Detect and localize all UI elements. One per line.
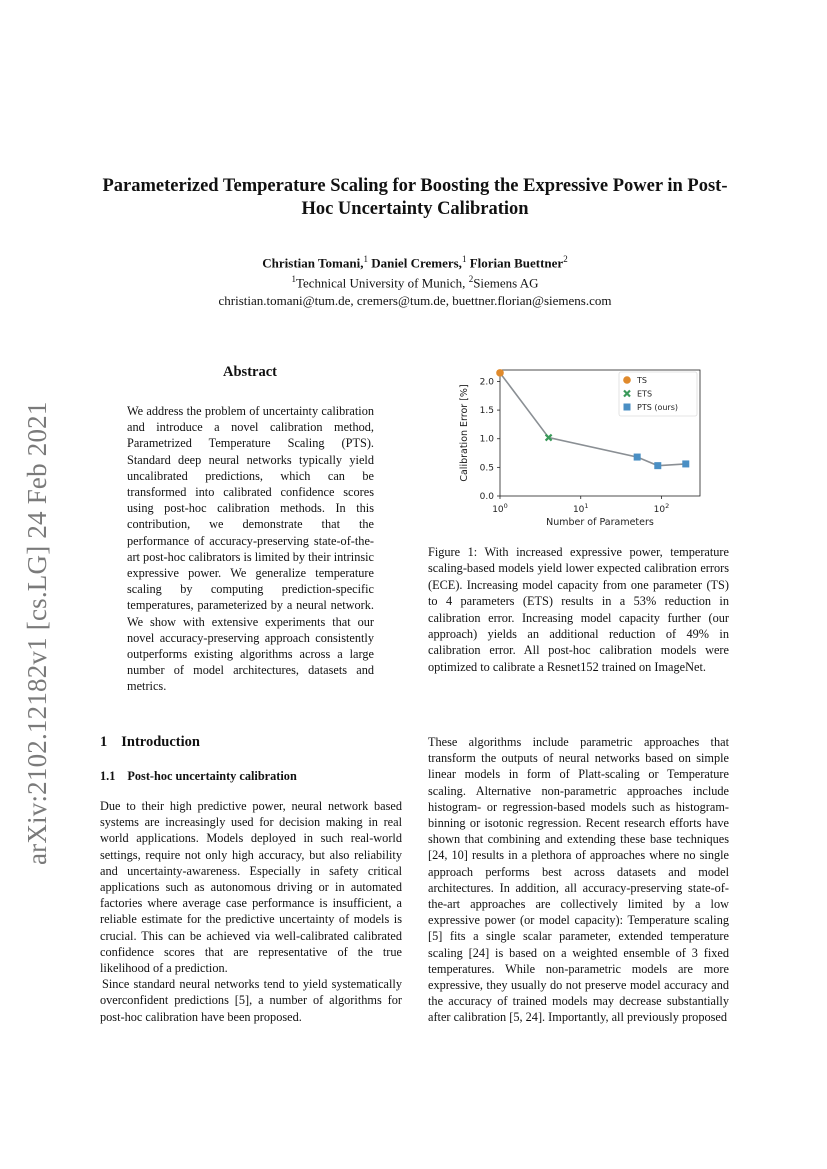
x-axis-label: Number of Parameters <box>546 517 654 528</box>
subsection-number: 1.1 <box>100 769 116 783</box>
section-title: Introduction <box>121 734 200 750</box>
author-2-affiliation: 1 <box>461 254 467 264</box>
abstract-heading: Abstract <box>223 364 277 380</box>
calibration-error-chart <box>455 366 715 532</box>
legend-label: TS <box>637 376 647 385</box>
paragraph: Due to their high predictive power, neural network based systems are increasingly used for decision making in real world applications. Models deployed in such real-world settings, require not only high accuracy, but also reliability and uncertainty-awareness. Especially in safety critical applications such as autonomous driving or in automated factories where average case performance is insufficient, a reliable estimate for the predictive uncertainty of models is crucial. This can be achieved via well-calibrated calibrated confidence scores that are representative of the true likelihood of a prediction. <box>100 799 402 976</box>
affiliation-1: Technical University of Munich, <box>295 275 469 291</box>
author-2: Daniel Cremers, <box>371 255 462 271</box>
author-block <box>100 251 730 309</box>
legend-label: PTS (ours) <box>637 403 678 412</box>
arxiv-identifier: arXiv:2102.12182v1 [cs.LG] 24 Feb 2021 <box>22 401 52 865</box>
x-tick-label: $10^1$ <box>572 502 589 515</box>
affiliation-1-marker: 1 <box>291 274 296 285</box>
subsection-heading <box>100 769 297 784</box>
section-heading-introduction <box>100 734 200 751</box>
y-axis-label: Calibration Error [%] <box>459 384 470 482</box>
data-point-ts <box>496 369 504 377</box>
y-tick-label: 0.5 <box>479 463 494 474</box>
data-point-pts-ours <box>634 454 641 461</box>
section-number: 1 <box>100 734 108 750</box>
author-3: Florian Buettner <box>469 255 564 271</box>
author-3-affiliation: 2 <box>563 254 568 264</box>
author-names <box>100 251 730 271</box>
legend-marker <box>623 376 631 384</box>
y-tick-label: 0.0 <box>479 492 494 502</box>
author-emails: christian.tomani@tum.de, cremers@tum.de, buettner.florian@siemens.com <box>218 292 612 308</box>
author-1-affiliation: 1 <box>363 254 368 264</box>
data-point-pts-ours <box>654 462 661 469</box>
y-tick-label: 2.0 <box>479 377 494 388</box>
legend-marker <box>624 404 631 411</box>
right-column-body: These algorithms include parametric approaches that transform the outputs of neural networks based on simple linear models in form of Platt-scaling or Temperature scaling. Alternative non-parametric approaches include histogram- or regression-based models such as histogram-binning or isotonic regression. Recent research efforts have shown that combining and extending these base techniques [24, 10] results in a plethora of approaches where no single approach performs best across datasets and model architectures. In addition, all accuracy-preserving state-of-the-art approaches are collectively limited by a low expressive power (or model capacity): Temperature scaling [5] fits a single scalar parameter, extended temperature scaling [24] is based on a weighted ensemble of 3 fixed temperatures. While non-parametric models are more expressive, they usually do not preserve model accuracy and the accuracy of trained models may decrease substantially after calibration [5, 24]. Importantly, all previously proposed <box>428 735 729 1025</box>
y-tick-label: 1.5 <box>479 406 494 417</box>
affiliations <box>100 271 730 291</box>
paper-title: Parameterized Temperature Scaling for Boosting the Expressive Power in Post-Hoc Uncertainty Calibration <box>102 176 728 219</box>
paragraph: Since standard neural networks tend to yield systematically overconfident predictions [5], a number of algorithms for post-hoc calibration have been proposed. <box>100 977 402 1024</box>
legend-label: ETS <box>637 389 653 399</box>
x-tick-label: $10^0$ <box>492 502 508 515</box>
subsection-title: Post-hoc uncertainty calibration <box>127 769 297 783</box>
y-tick-label: 1.0 <box>479 434 494 445</box>
data-point-pts-ours <box>682 460 689 467</box>
abstract-text: We address the problem of uncertainty calibration and introduce a novel calibration method, Parametrized Temperature Scaling (PTS). Standard deep neural networks typically yield uncalibrated predictions, which can be transformed into calibrated confidence scores using post-hoc calibration methods. In this contribution, we demonstrate that the performance of accuracy-preserving state-of-the-art post-hoc calibrators is limited by their intrinsic expressive power. We generalize temperature scaling by computing prediction-specific temperatures, parameterized by a neural network. We show with extensive experiments that our novel accuracy-preserving approach consistently outperforms existing algorithms across a large number of model architectures, datasets and metrics. <box>127 404 374 694</box>
affiliation-2-marker: 2 <box>468 274 474 285</box>
left-column-body <box>100 798 402 1025</box>
author-1: Christian Tomani, <box>262 255 364 271</box>
x-tick-label: $10^2$ <box>653 502 670 515</box>
affiliation-2: Siemens AG <box>473 275 539 291</box>
figure-caption: Figure 1: With increased expressive power, temperature scaling-based models yield lower expected calibration errors (ECE). Increasing model capacity from one parameter (TS) to 4 parameters (ETS) results in a 53% reduction in calibration error. Increasing model capacity further (our approach) yields an additional reduction of 49% in calibration error. All post-hoc calibration models were optimized to calibrate a Resnet152 trained on ImageNet. <box>428 545 729 674</box>
